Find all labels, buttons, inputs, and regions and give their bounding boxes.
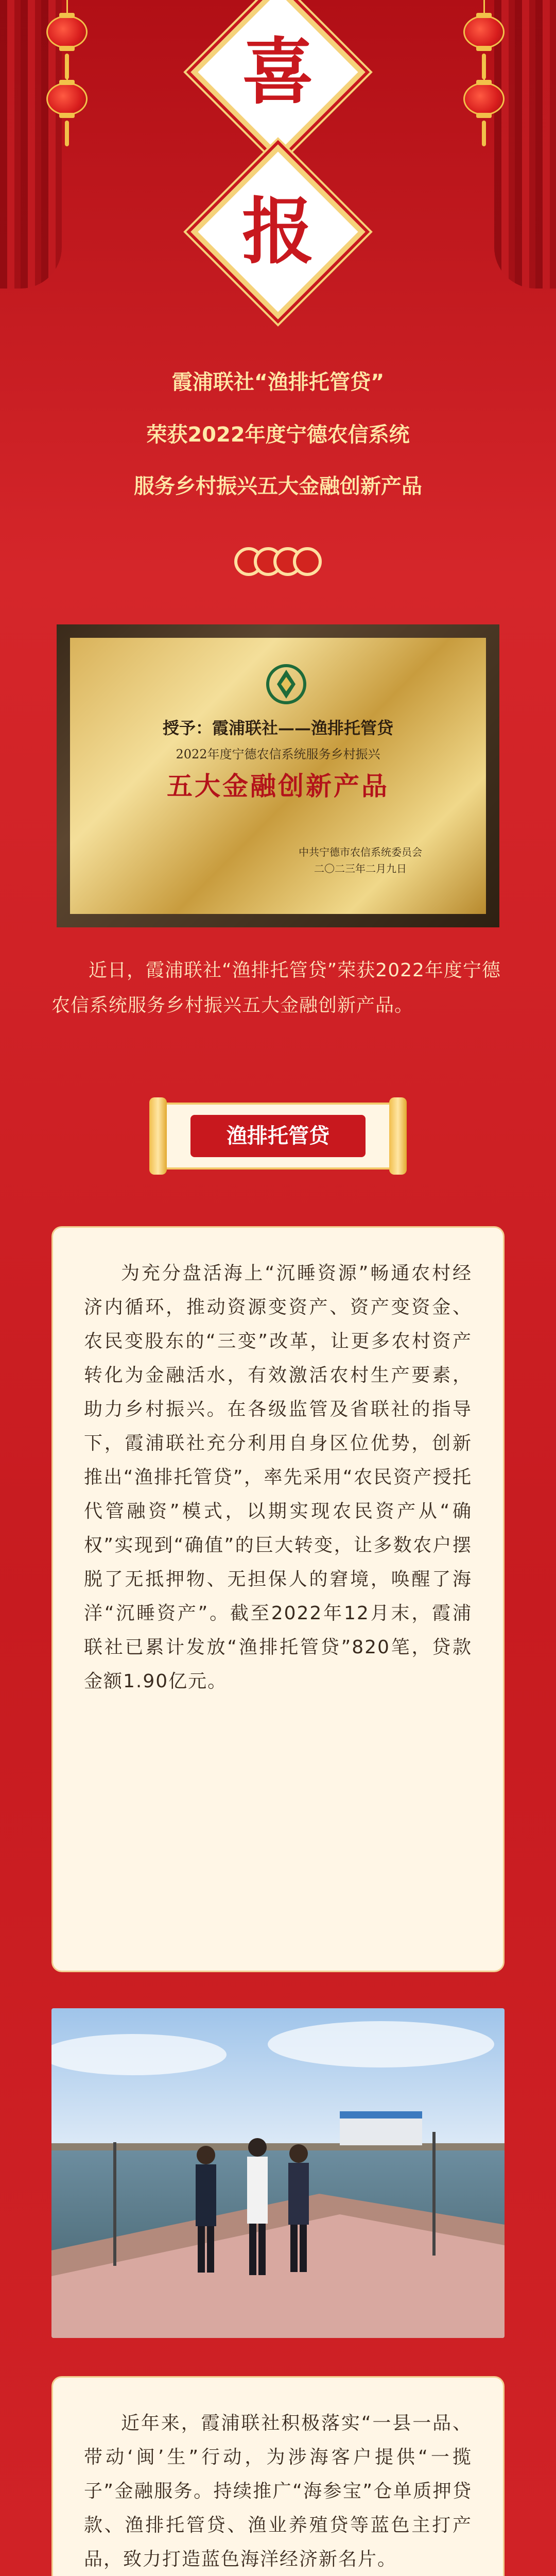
headline-line-2: 荣获2022年度宁德农信系统 — [146, 423, 410, 447]
title-char-top: 喜 — [241, 30, 314, 114]
section-2-text: 近年来，霞浦联社积极落实“一县一品、带动‘闽’生”行动，为涉海客户提供“一揽子”金融服务。持续推广“海参宝”仓单质押贷款、渔排托管贷、渔业养殖贷等蓝色主打产品，致力打造蓝色海洋经济新名片。 — [84, 2413, 472, 2570]
plaque-date: 二〇二三年二月九日 — [314, 862, 407, 875]
headline-line-1: 霞浦联社“渔排托管贷” — [171, 370, 385, 394]
emblem-icon — [266, 664, 307, 705]
lantern-icon — [46, 62, 88, 146]
headline-line-3: 服务乡村振兴五大金融创新产品 — [134, 474, 422, 498]
tag-label: 渔排托管贷 — [190, 1115, 366, 1157]
intro-paragraph: 近日，霞浦联社“渔排托管贷”荣获2022年度宁德农信系统服务乡村振兴五大金融创新产品。 — [51, 960, 501, 1016]
plaque-award-to: 授予：霞浦联社——渔排托管贷 — [162, 718, 393, 738]
lantern-icon — [463, 62, 505, 146]
title-char-bottom: 报 — [241, 190, 314, 274]
coin-ornament — [234, 538, 322, 574]
plaque-panel — [70, 638, 486, 914]
section-1-text: 为充分盘活海上“沉睡资源”畅通农村经济内循环，推动资源变资产、资产变资金、农民变股东的“三变”改革，让更多农村资产转化为金融活水，有效激活农村生产要素，助力乡村振兴。在各级监管及省联社的指导下，霞浦联社充分利用自身区位优势，创新推出“渔排托管贷”，率先采用“农民资产授托代管融资”模式，以期实现农民资产从“确权”实现到“确值”的巨大转变，让多数农户摆脱了无抵押物、无担保人的窘境，唤醒了海洋“沉睡资产”。截至2022年12月末，霞浦联社已累计发放“渔排托管贷”820笔，贷款金额1.90亿元。 — [84, 1263, 472, 1692]
scroll-icon — [149, 1097, 167, 1175]
coin-icon — [293, 547, 322, 576]
plaque-title: 五大金融创新产品 — [167, 771, 389, 801]
section-card-1 — [51, 1226, 505, 1972]
fish-farm-photo — [51, 2008, 505, 2338]
section-card-2 — [51, 2376, 505, 2576]
plaque-issuer: 中共宁德市农信系统委员会 — [299, 846, 422, 858]
section-tag — [149, 1097, 407, 1175]
award-plaque — [57, 624, 499, 927]
plaque-subtitle: 2022年度宁德农信系统服务乡村振兴 — [176, 747, 380, 761]
fish-farm-illustration — [51, 2008, 505, 2338]
scroll-icon — [389, 1097, 407, 1175]
